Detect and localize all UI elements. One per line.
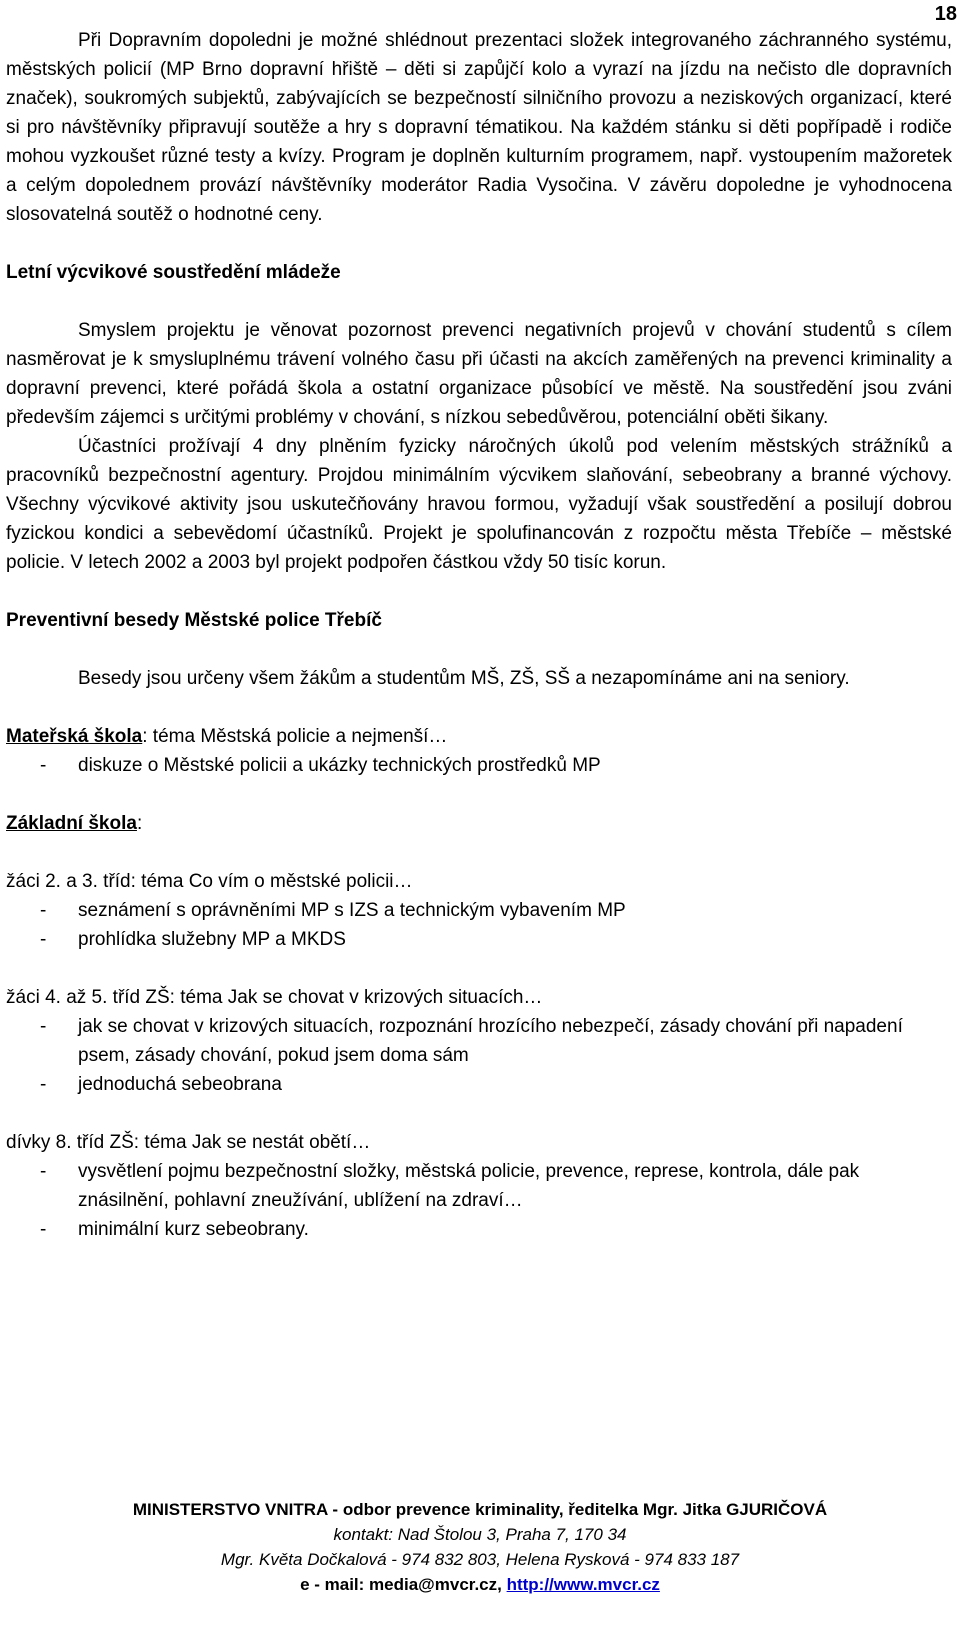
section-heading-summer-camp: Letní výcvikové soustředění mládeže (6, 262, 341, 283)
preventive-talks-paragraph: Besedy jsou určeny všem žákům a studentům MŠ, ZŠ, SŠ a nezapomínáme ani na seniory. (78, 668, 850, 689)
grade-8-girls-list (6, 1157, 952, 1244)
footer-address-line: kontakt: Nad Štolou 3, Praha 7, 170 34 (333, 1525, 627, 1544)
grades-2-3-title: žáci 2. a 3. tříd: téma Co vím o městské policii… (6, 871, 413, 892)
dash-bullet: - (40, 1219, 47, 1240)
footer-contacts-line: Mgr. Květa Dočkalová - 974 832 803, Helena Rysková - 974 833 187 (220, 1550, 740, 1569)
kindergarten-title (6, 722, 952, 751)
dash-bullet: - (40, 900, 47, 921)
dash-bullet: - (40, 1016, 47, 1037)
kindergarten-list (6, 751, 952, 780)
kindergarten-label: Mateřská škola (6, 726, 143, 747)
footer-email-line (0, 1572, 960, 1597)
grades-2-3-list (6, 896, 952, 954)
primary-school-label: Základní škola (6, 813, 137, 834)
dash-bullet: - (40, 1161, 47, 1182)
dash-bullet: - (40, 929, 47, 950)
footer-email: e - mail: media@mvcr.cz, (300, 1575, 507, 1594)
footer-ministry-line: MINISTERSTVO VNITRA - odbor prevence kriminality, ředitelka Mgr. Jitka GJURIČOVÁ (132, 1500, 828, 1519)
grades-4-5-list (6, 1012, 952, 1099)
dash-bullet: - (40, 1074, 47, 1095)
dash-bullet: - (40, 755, 47, 776)
page-number: 18 (934, 3, 957, 25)
list-item: - seznámení s oprávněními MP s IZS a technickým vybavením MP (6, 896, 952, 925)
grades-4-5-title: žáci 4. až 5. tříd ZŠ: téma Jak se chovat v krizových situacích… (6, 987, 543, 1008)
list-item: - vysvětlení pojmu bezpečnostní složky, městská policie, prevence, represe, kontrola, dále pak znásilnění, pohlavní zneužívání, ublížení na zdraví… (6, 1157, 952, 1215)
list-item: - diskuze o Městské policii a ukázky technických prostředků MP (6, 751, 952, 780)
intro-paragraph: Při Dopravním dopoledni je možné shlédnout prezentaci složek integrovaného záchranného systému, městských policií (MP Brno dopravní hřiště – děti si zapůjčí kolo a vyrazí na jízdu na nečisto dle dopravních značek), soukromých subjektů, zabývajících se bezpečností silničního provozu a neziskových organizací, které si pro návštěvníky připravují soutěže a hry s dopravní tématikou. Na každém stánku si děti popřípadě i rodiče mohou vyzkoušet různé testy a kvízy. Program je doplněn kulturním programem, např. vystoupením mažoretek a celým dopolednem provází návštěvníky moderátor Radia Vysočina. V závěru dopoledne je vyhodnocena slosovatelná soutěž o hodnotné ceny. (6, 30, 952, 225)
section-heading-preventive-talks: Preventivní besedy Městské police Třebíč (6, 610, 382, 631)
kindergarten-topic: : téma Městská policie a nejmenší… (142, 726, 448, 747)
footer-website-link[interactable]: http://www.mvcr.cz (506, 1575, 660, 1594)
list-item: - jednoduchá sebeobrana (6, 1070, 952, 1099)
grade-8-girls-title: dívky 8. tříd ZŠ: téma Jak se nestát obětí… (6, 1132, 371, 1153)
primary-school-colon: : (136, 813, 143, 834)
summer-camp-paragraph-1: Smyslem projektu je věnovat pozornost prevenci negativních projevů v chování studentů s cílem nasměrovat je k smysluplnému trávení volného času při účasti na akcích zaměřených na prevenci kriminality a dopravní prevenci, které pořádá škola a ostatní organizace působící ve městě. Na soustředění jsou zváni především zájemci s určitými problémy v chování, s nízkou sebedůvěrou, potenciální oběti šikany. (6, 320, 952, 428)
page-footer (0, 1497, 960, 1597)
list-item: - minimální kurz sebeobrany. (6, 1215, 952, 1244)
document-body (6, 26, 952, 1244)
list-item: - prohlídka služebny MP a MKDS (6, 925, 952, 954)
primary-school-title (6, 809, 952, 838)
summer-camp-paragraph-2: Účastníci prožívají 4 dny plněním fyzicky náročných úkolů pod velením městských strážníků a pracovníků bezpečnostní agentury. Projdou minimálním výcvikem slaňování, sebeobrany a branné výchovy. Všechny výcvikové aktivity jsou uskutečňovány hravou formou, vyžadují však soustředění a posilují dobrou fyzickou kondici a sebevědomí účastníků. Projekt je spolufinancován z rozpočtu města Třebíče – městské policie. V letech 2002 a 2003 byl projekt podpořen částkou vždy 50 tisíc korun. (6, 436, 952, 573)
list-item: - jak se chovat v krizových situacích, rozpoznání hrozícího nebezpečí, zásady chování při napadení psem, zásady chování, pokud jsem doma sám (6, 1012, 952, 1070)
